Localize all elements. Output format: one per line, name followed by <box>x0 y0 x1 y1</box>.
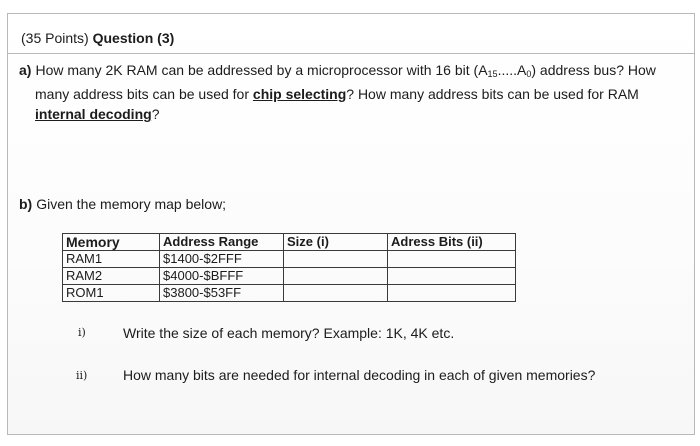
cell-bits <box>388 251 516 268</box>
cell-range: $3800-$53FF <box>160 285 284 302</box>
internal-decoding-term: internal decoding <box>35 106 152 122</box>
cell-memory: RAM2 <box>63 268 160 285</box>
cell-bits <box>388 285 516 302</box>
part-a-text-3: many address bits can be used for <box>35 86 250 102</box>
part-a-text-1: How many 2K RAM can be addressed by a microprocessor with 16 bit (A <box>35 62 488 78</box>
table-header-row <box>63 234 516 251</box>
chip-selecting-term: chip selecting <box>252 86 347 102</box>
item-text-i: Write the size of each memory? Example: 1K, 4K etc. <box>123 325 455 341</box>
item-text-ii: How many bits are needed for internal decoding in each of given memories? <box>123 367 596 383</box>
part-b-text: Given the memory map below; <box>36 196 227 212</box>
cell-memory: ROM1 <box>63 285 160 302</box>
header-address-bits: Adress Bits (ii) <box>388 234 516 251</box>
part-a-dots: .....A <box>497 62 527 78</box>
memory-map-table <box>62 233 516 302</box>
cell-size <box>284 268 388 285</box>
cell-size <box>284 251 388 268</box>
question-title: Question (3) <box>92 30 175 46</box>
cell-range: $1400-$2FFF <box>160 251 284 268</box>
table-row <box>63 251 516 268</box>
cell-bits <box>388 268 516 285</box>
part-b-label: b) <box>19 196 33 212</box>
part-a-text-5: ? <box>151 106 160 122</box>
header-size: Size (i) <box>284 234 388 251</box>
header-memory: Memory <box>63 234 160 251</box>
table-row <box>63 268 516 285</box>
header-address-range: Address Range <box>160 234 284 251</box>
part-a-text-4: ? How many address bits can be used for RAM <box>346 86 639 102</box>
part-b-question <box>19 196 226 212</box>
table-row <box>63 285 516 302</box>
question-header <box>21 30 174 46</box>
header-divider <box>8 53 694 54</box>
part-a-text-2: ) address bus? How <box>531 62 656 78</box>
cell-range: $4000-$BFFF <box>160 268 284 285</box>
part-a-label: a) <box>19 62 32 78</box>
subscript-0: 0 <box>526 69 532 79</box>
points-label: (35 Points) <box>21 30 89 46</box>
part-a-question <box>19 60 675 124</box>
cell-size <box>284 285 388 302</box>
cell-memory: RAM1 <box>63 251 160 268</box>
item-numeral-i: i) <box>78 326 86 339</box>
subscript-15: 15 <box>487 69 498 79</box>
item-numeral-ii: ii) <box>76 369 88 382</box>
